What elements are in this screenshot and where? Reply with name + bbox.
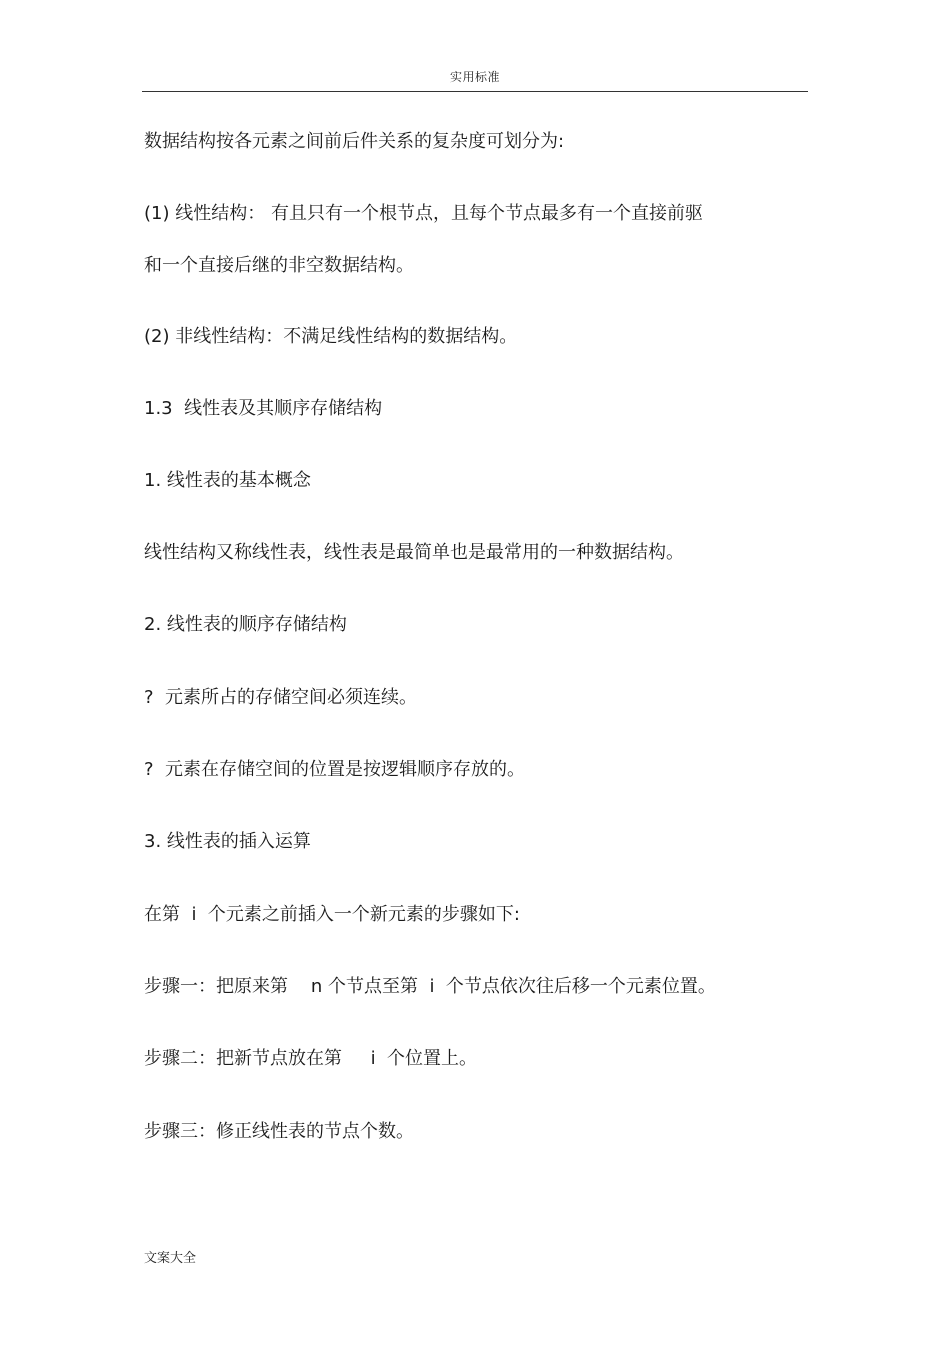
step-one: 步骤一：把原来第 n 个节点至第 i 个节点依次往后移一个元素位置。 xyxy=(144,976,716,997)
page-footer-text: 文案大全 xyxy=(144,1251,197,1266)
step-three: 步骤三：修正线性表的节点个数。 xyxy=(144,1121,414,1142)
paragraph-nonlinear-structure: (2) 非线性结构：不满足线性结构的数据结构。 xyxy=(144,326,518,347)
paragraph-insert-steps-intro: 在第 i 个元素之前插入一个新元素的步骤如下: xyxy=(144,904,520,925)
step-two: 步骤二：把新节点放在第 i 个位置上。 xyxy=(144,1048,478,1069)
subheading-sequential-storage: 2. 线性表的顺序存储结构 xyxy=(144,614,347,635)
paragraph-linear-list-definition: 线性结构又称线性表，线性表是最简单也是最常用的一种数据结构。 xyxy=(144,542,684,563)
section-heading-1-3: 1.3 线性表及其顺序存储结构 xyxy=(144,398,383,419)
bullet-logical-order: ? 元素在存储空间的位置是按逻辑顺序存放的。 xyxy=(144,759,525,780)
paragraph-intro: 数据结构按各元素之间前后件关系的复杂度可划分为: xyxy=(144,131,565,152)
header-divider xyxy=(142,91,808,92)
paragraph-linear-structure-line1: (1) 线性结构： 有且只有一个根节点，且每个节点最多有一个直接前驱 xyxy=(144,203,703,224)
bullet-contiguous-space: ? 元素所占的存储空间必须连续。 xyxy=(144,687,417,708)
subheading-insert-operation: 3. 线性表的插入运算 xyxy=(144,831,311,852)
subheading-basic-concept: 1. 线性表的基本概念 xyxy=(144,470,311,491)
paragraph-linear-structure-line2: 和一个直接后继的非空数据结构。 xyxy=(144,255,414,276)
page-header-title: 实用标准 xyxy=(449,70,500,84)
